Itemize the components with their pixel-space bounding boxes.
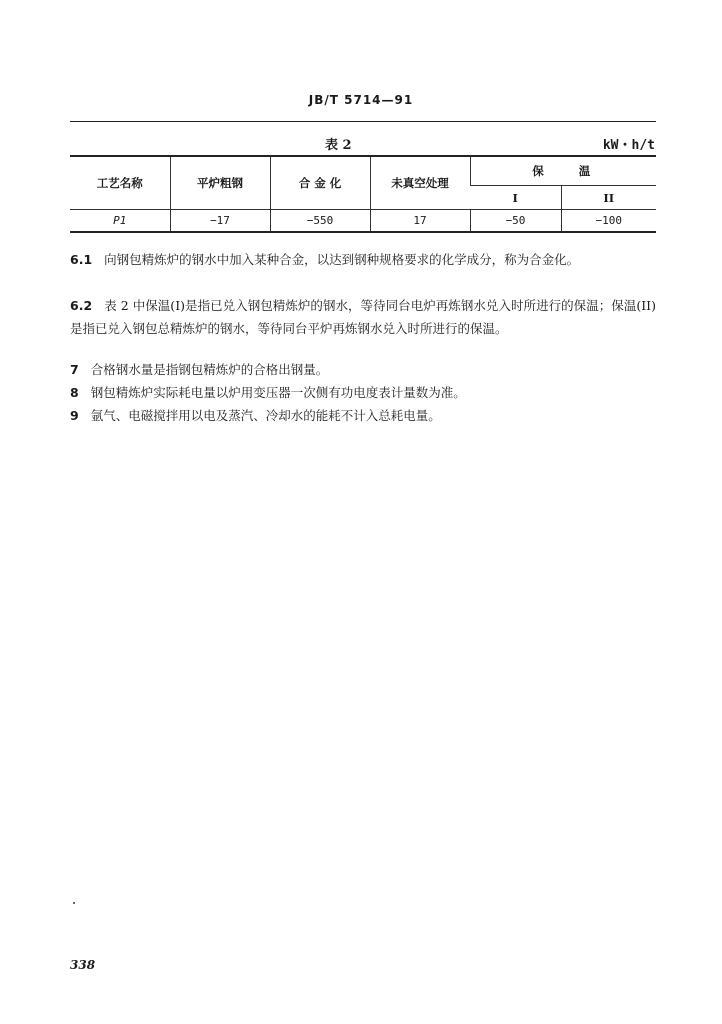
col-header-open-hearth: 平炉粗钢	[170, 156, 270, 210]
energy-table	[70, 155, 656, 233]
note-8	[70, 381, 656, 404]
note-number: 6.1	[70, 252, 93, 267]
note-number: 8	[70, 385, 79, 400]
note-text: 氩气、电磁搅拌用以电及蒸汽、冷却水的能耗不计入总耗电量。	[90, 408, 441, 423]
col-header-keep-warm: 保 温	[470, 156, 656, 186]
note-text: 钢包精炼炉实际耗电量以炉用变压器一次侧有功电度表计量数为准。	[90, 385, 466, 400]
note-text: 合格钢水量是指钢包精炼炉的合格出钢量。	[90, 362, 329, 377]
cell-alloying: −550	[270, 210, 370, 233]
cell-open-hearth: −17	[170, 210, 270, 233]
note-6-2	[70, 294, 656, 340]
header-rule	[70, 121, 656, 122]
note-number: 6.2	[70, 298, 93, 313]
note-number: 9	[70, 408, 79, 423]
col-header-process: 工艺名称	[96, 176, 143, 190]
scan-speck	[73, 902, 75, 904]
note-9	[70, 404, 656, 427]
cell-keep-warm-2: −100	[561, 210, 656, 233]
page-number: 338	[70, 958, 96, 972]
standard-code: JB/T 5714—91	[308, 93, 414, 107]
cell-keep-warm-1: −50	[470, 210, 561, 233]
table-unit: kW・h/t	[602, 138, 655, 153]
col-header-keep-warm-1: I	[470, 186, 561, 210]
col-header-non-vacuum: 未真空处理	[370, 156, 470, 210]
note-text: 表 2 中保温(I)是指已兑入钢包精炼炉的钢水，等待同台电炉再炼钢水兑入时所进行的保温；保温(II)是指已兑入钢包总精炼炉的钢水，等待同台平炉再炼钢水兑入时所进行的保温。	[70, 298, 656, 336]
col-header-keep-warm-2: II	[561, 186, 656, 210]
table-title: 表 2	[325, 138, 352, 153]
note-text: 向钢包精炼炉的钢水中加入某种合金，以达到钢种规格要求的化学成分，称为合金化。	[104, 252, 580, 267]
cell-non-vacuum: 17	[370, 210, 470, 233]
note-7	[70, 358, 656, 381]
row-label: P1	[113, 214, 127, 227]
note-6-1	[70, 248, 656, 271]
table-row	[70, 210, 656, 233]
col-header-alloying: 合 金 化	[270, 156, 370, 210]
note-number: 7	[70, 362, 79, 377]
